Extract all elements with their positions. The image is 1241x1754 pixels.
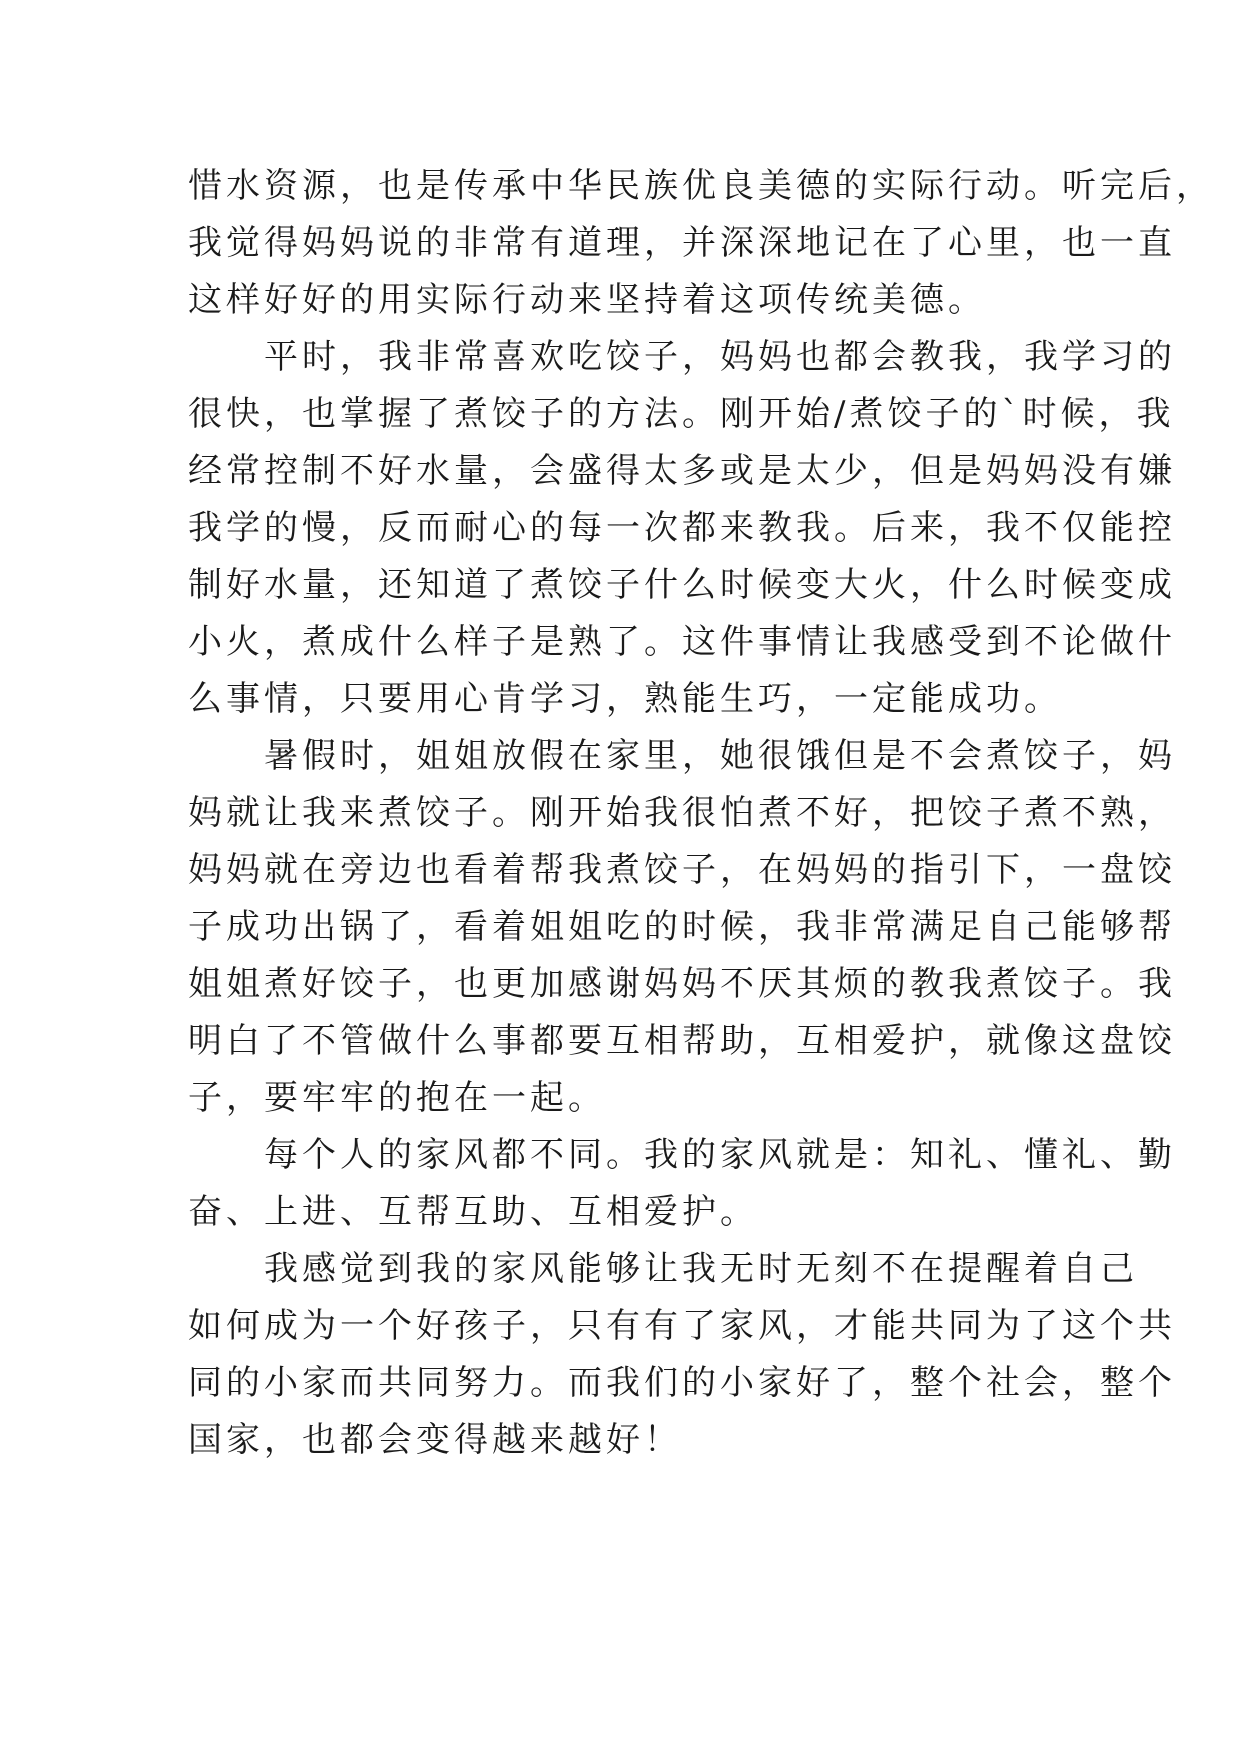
text-line: 国家，也都会变得越来越好！ bbox=[188, 1420, 682, 1460]
text-line: 子成功出锅了，看着姐姐吃的时候，我非常满足自己能够帮 bbox=[188, 907, 1176, 947]
text-line: 么事情，只要用心肯学习，熟能生巧，一定能成功。 bbox=[188, 679, 1062, 719]
text-line: 很快，也掌握了煮饺子的方法。刚开始/煮饺子的`时候，我 bbox=[188, 394, 1175, 434]
text-line: 小火，煮成什么样子是熟了。这件事情让我感受到不论做什 bbox=[188, 622, 1176, 662]
document-body bbox=[188, 158, 1214, 1469]
text-line: 我觉得妈妈说的非常有道理，并深深地记在了心里，也一直 bbox=[188, 223, 1176, 263]
text-line: 妈就让我来煮饺子。刚开始我很怕煮不好，把饺子煮不熟， bbox=[188, 793, 1176, 833]
text-line: 明白了不管做什么事都要互相帮助，互相爱护，就像这盘饺 bbox=[188, 1021, 1176, 1061]
text-line: 妈妈就在旁边也看着帮我煮饺子，在妈妈的指引下，一盘饺 bbox=[188, 850, 1176, 890]
text-line: 惜水资源，也是传承中华民族优良美德的实际行动。听完后， bbox=[188, 166, 1214, 206]
text-line: 如何成为一个好孩子，只有有了家风，才能共同为了这个共 bbox=[188, 1306, 1176, 1346]
text-line: 奋、上进、互帮互助、互相爱护。 bbox=[188, 1192, 758, 1232]
text-line: 经常控制不好水量，会盛得太多或是太少，但是妈妈没有嫌 bbox=[188, 451, 1176, 491]
text-line: 每个人的家风都不同。我的家风就是：知礼、懂礼、勤 bbox=[264, 1135, 1176, 1175]
text-line: 我学的慢，反而耐心的每一次都来教我。后来，我不仅能控 bbox=[188, 508, 1176, 548]
text-line: 制好水量，还知道了煮饺子什么时候变大火，什么时候变成 bbox=[188, 565, 1176, 605]
text-line: 暑假时，姐姐放假在家里，她很饿但是不会煮饺子，妈 bbox=[264, 736, 1176, 776]
text-line: 同的小家而共同努力。而我们的小家好了，整个社会，整个 bbox=[188, 1363, 1176, 1403]
text-line: 平时，我非常喜欢吃饺子，妈妈也都会教我，我学习的 bbox=[264, 337, 1176, 377]
text-line: 我感觉到我的家风能够让我无时无刻不在提醒着自己 bbox=[264, 1249, 1138, 1289]
text-line: 子，要牢牢的抱在一起。 bbox=[188, 1078, 606, 1118]
text-line: 姐姐煮好饺子，也更加感谢妈妈不厌其烦的教我煮饺子。我 bbox=[188, 964, 1176, 1004]
text-line: 这样好好的用实际行动来坚持着这项传统美德。 bbox=[188, 280, 986, 320]
